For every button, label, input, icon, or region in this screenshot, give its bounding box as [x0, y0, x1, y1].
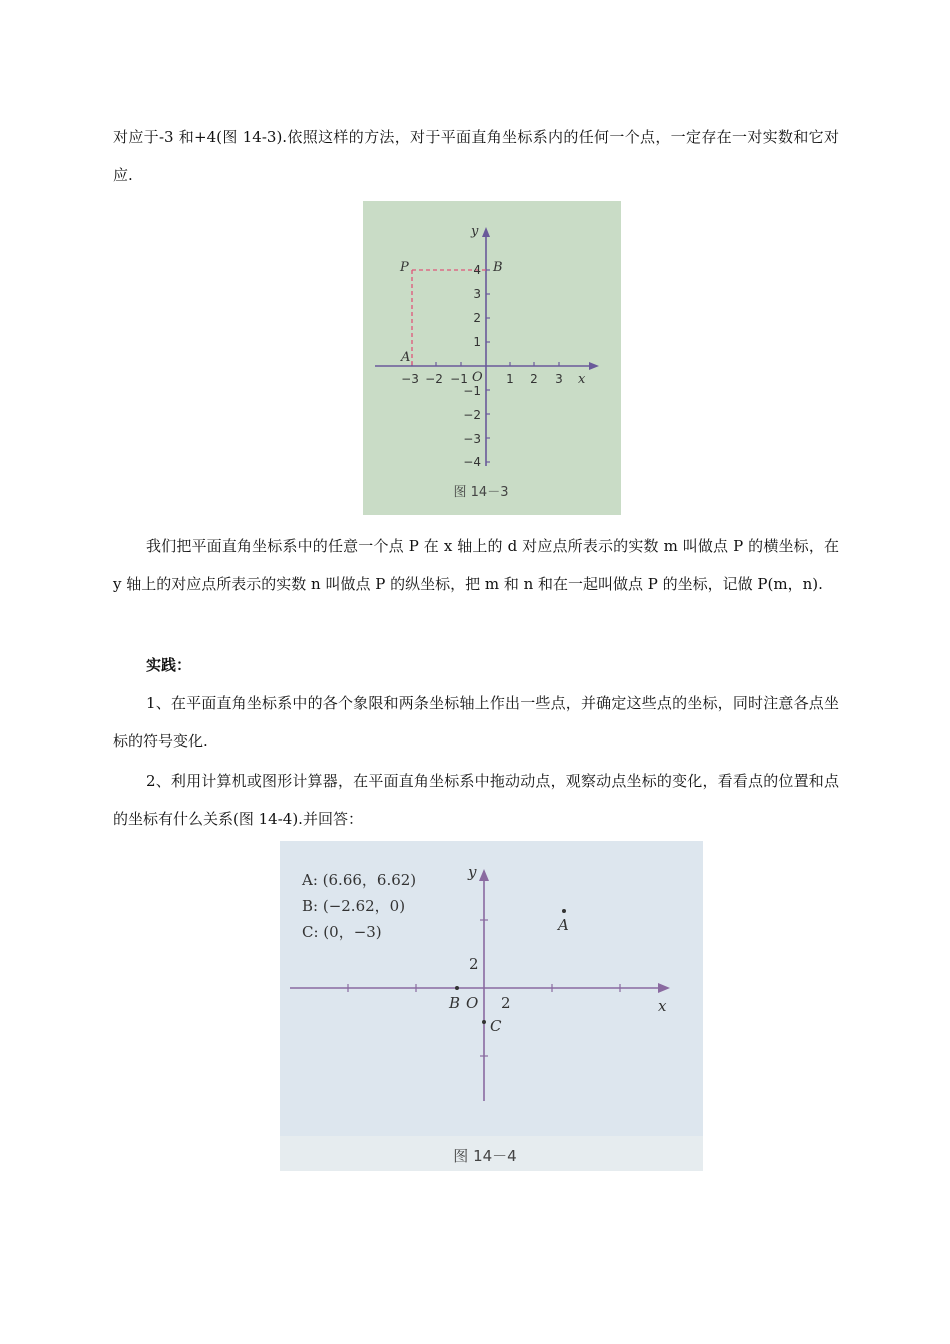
x-tick-label: −1: [450, 372, 468, 386]
figure-14-4: [280, 841, 703, 1171]
origin-label: O: [472, 370, 483, 385]
y-tick-label: −4: [463, 455, 481, 469]
y-tick-label: −3: [463, 432, 481, 446]
point-a-label: A: [558, 916, 569, 934]
figure-caption: 图 14－3: [453, 485, 509, 500]
point-c-dot: [482, 1020, 486, 1024]
section-heading: 实践：: [146, 656, 192, 674]
y-tick-label: 2: [473, 311, 481, 325]
coord-a-readout: A: (6.66，6.62): [302, 871, 417, 889]
y-axis-label: y: [471, 224, 479, 239]
y-axis-label: y: [468, 863, 477, 881]
y-tick-label: −2: [463, 408, 481, 422]
coordinate-plane-14-4: [280, 841, 703, 1171]
y-tick-label: −1: [463, 384, 481, 398]
coord-c-readout: C: (0，−3): [302, 923, 382, 941]
point-b-dot: [455, 986, 459, 990]
x-tick-label: 2: [530, 372, 538, 386]
y-tick-label: 2: [469, 955, 479, 973]
point-b-label: B: [493, 260, 503, 275]
figure-background: [280, 841, 703, 1171]
point-a-label: A: [401, 350, 411, 365]
practice-item-1: 1、在平面直角坐标系中的各个象限和两条坐标轴上作出一些点，并确定这些点的坐标，同时注意各点坐标的符号变化.: [113, 694, 839, 750]
practice-item-2: 2、利用计算机或图形计算器，在平面直角坐标系中拖动动点，观察动点坐标的变化，看看点的位置和点的坐标有什么关系(图 14-4).并回答：: [113, 772, 839, 828]
x-tick-label: 1: [506, 372, 514, 386]
coordinate-plane-14-3: [363, 201, 621, 515]
point-p-label: P: [400, 260, 409, 275]
y-tick-label: 1: [473, 335, 481, 349]
figure-14-3: [363, 201, 621, 515]
point-c-label: C: [490, 1017, 502, 1035]
paragraph-intro: 对应于-3 和+4(图 14-3).依照这样的方法，对于平面直角坐标系内的任何一个点，一定存在一对实数和它对应.: [113, 128, 839, 184]
x-axis-label: x: [658, 997, 667, 1015]
y-tick-label: 3: [473, 287, 481, 301]
origin-label: O: [466, 994, 479, 1012]
coord-b-readout: B: (−2.62，0): [302, 897, 406, 915]
paragraph-definition: 我们把平面直角坐标系中的任意一个点 P 在 x 轴上的 d 对应点所表示的实数 m 叫做点 P 的横坐标，在 y 轴上的对应点所表示的实数 n 叫做点 P 的纵坐标，把 m 和 n 和在一起叫做点 P 的坐标，记做 P(m，n).: [113, 537, 839, 593]
x-tick-label: −2: [425, 372, 443, 386]
x-axis-label: x: [578, 372, 586, 387]
y-tick-label: 4: [473, 263, 481, 277]
x-tick-label: −3: [401, 372, 419, 386]
point-b-label: B: [449, 994, 461, 1012]
point-a-dot: [562, 909, 566, 913]
x-tick-label: 2: [501, 994, 511, 1012]
x-tick-label: 3: [555, 372, 563, 386]
figure-caption: 图 14－4: [453, 1147, 517, 1165]
